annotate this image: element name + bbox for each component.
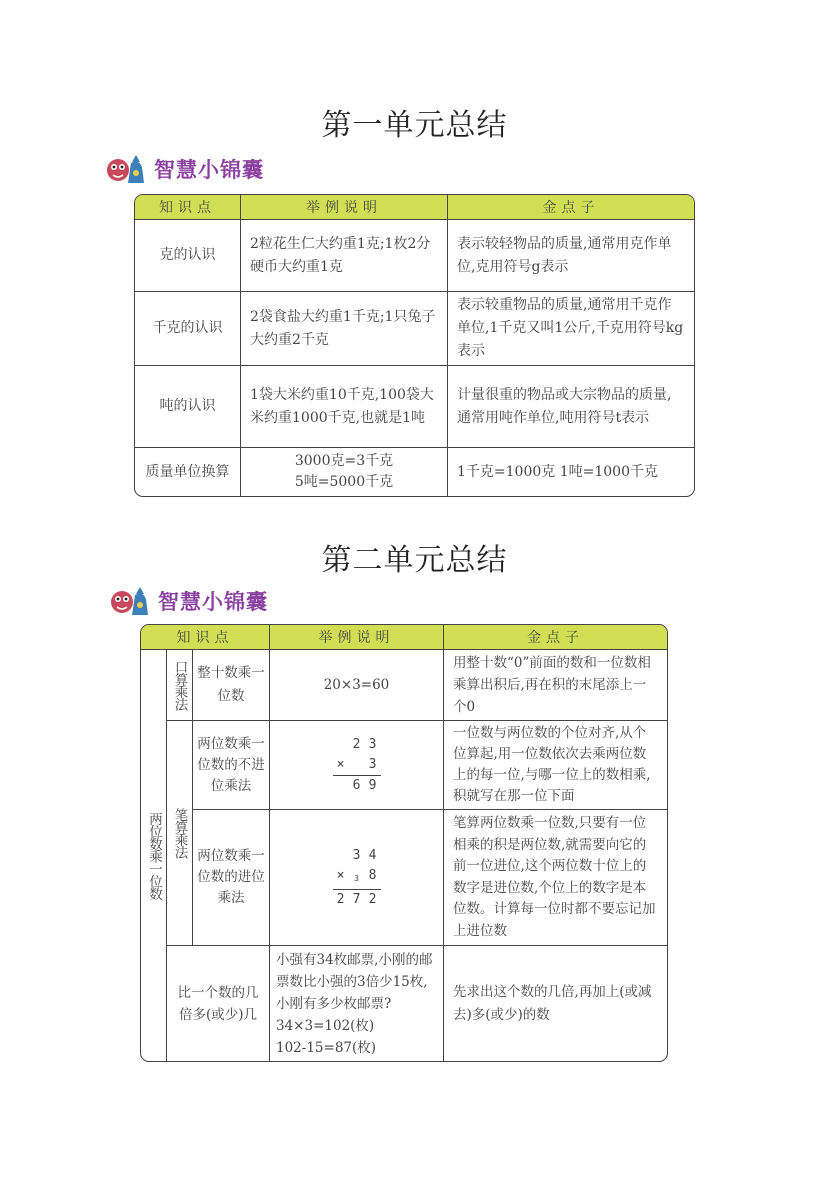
header-example: 举例说明 — [269, 625, 443, 650]
tip-cell: 表示较重物品的质量,通常用千克作单位,1千克又叫1公斤,千克用符号kg表示 — [447, 292, 694, 366]
tip-cell: 笔算两位数乘一位数,只要有一位相乘的积是两位数,就需要向它的前一位进位,这个两位数十位上的数字是进位数,个位上的数字是本位数。计算每一位时都不要忘记加上进位数 — [443, 810, 667, 946]
table-row — [141, 721, 667, 810]
mascot-icon — [108, 583, 152, 619]
group-label — [141, 650, 166, 1061]
vertical-calculation: 2 3 × 3 6 9 — [333, 735, 381, 796]
example-cell — [269, 721, 443, 810]
example-cell: 2粒花生仁大约重1克;1枚2分硬币大约重1克 — [240, 220, 447, 292]
table-row — [135, 448, 694, 496]
vertical-calculation: 3 4 × 3 8 2 7 2 — [333, 846, 381, 910]
unit1-title: 第一单元总结 — [321, 108, 508, 143]
header-topic: 知识点 — [141, 625, 269, 650]
example-cell: 2袋食盐大约重1千克;1只兔子大约重2千克 — [240, 292, 447, 366]
table-row — [135, 366, 694, 448]
example-line: 34×3=102(枚) — [276, 1017, 375, 1034]
example-line: 102-15=87(枚) — [276, 1039, 377, 1056]
tip-cell: 1千克=1000克 1吨=1000千克 — [447, 448, 694, 496]
group-text: 两位数乘一位数 — [146, 811, 162, 900]
brand-label: 智慧小锦囊 — [158, 590, 268, 614]
table-header-row — [141, 625, 667, 650]
header-tip: 金点子 — [447, 195, 694, 220]
topic-cell: 整十数乘一位数 — [192, 650, 269, 721]
oral-text: 口算乘法 — [171, 660, 188, 710]
tip-cell: 先求出这个数的几倍,再加上(或减去)多(或少)的数 — [443, 946, 667, 1061]
topic-cell: 克的认识 — [135, 220, 240, 292]
topic-cell: 比一个数的几倍多(或少)几 — [166, 946, 269, 1061]
written-label — [166, 721, 192, 946]
header-topic: 知识点 — [135, 195, 240, 220]
example-cell: 20×3=60 — [269, 650, 443, 721]
unit2-brand — [108, 583, 268, 619]
topic-cell: 两位数乘一位数的不进位乘法 — [192, 721, 269, 810]
tip-cell: 表示较轻物品的质量,通常用克作单位,克用符号g表示 — [447, 220, 694, 292]
example-cell: 1袋大米约重10千克,100袋大米约重1000千克,也就是1吨 — [240, 366, 447, 448]
tip-cell: 计量很重的物品或大宗物品的质量,通常用吨作单位,吨用符号t表示 — [447, 366, 694, 448]
example-line: 小强有34枚邮票,小刚的邮票数比小强的3倍少15枚,小刚有多少枚邮票? — [276, 951, 433, 1012]
example-cell — [269, 810, 443, 946]
header-tip: 金点子 — [443, 625, 667, 650]
example-line: 3000克=3千克 — [294, 453, 394, 469]
unit2-table — [140, 624, 668, 1062]
table-row — [135, 220, 694, 292]
brand-label: 智慧小锦囊 — [154, 158, 264, 182]
table-row — [141, 810, 667, 946]
example-cell — [240, 448, 447, 496]
unit2-title: 第二单元总结 — [321, 543, 508, 578]
table-header-row — [135, 195, 694, 220]
topic-cell: 质量单位换算 — [145, 463, 230, 480]
example-cell — [269, 946, 443, 1061]
topic-cell: 两位数乘一位数的进位乘法 — [192, 810, 269, 946]
topic-cell: 吨的认识 — [135, 366, 240, 448]
written-text: 笔算乘法 — [171, 808, 188, 858]
header-example: 举例说明 — [240, 195, 447, 220]
tip-cell: 一位数与两位数的个位对齐,从个位算起,用一位数依次去乘两位数上的每一位,与哪一位上的数相乘,积就写在那一位下面 — [443, 721, 667, 810]
table-row — [141, 650, 667, 721]
oral-label — [166, 650, 192, 721]
table-row — [141, 946, 667, 1061]
mascot-icon — [104, 151, 148, 187]
topic-cell: 千克的认识 — [135, 292, 240, 366]
unit1-table — [134, 194, 695, 497]
example-line: 5吨=5000千克 — [294, 474, 394, 490]
tip-cell: 用整十数“0”前面的数和一位数相乘算出积后,再在积的末尾添上一个0 — [443, 650, 667, 721]
unit1-brand — [104, 151, 264, 187]
table-row — [135, 292, 694, 366]
